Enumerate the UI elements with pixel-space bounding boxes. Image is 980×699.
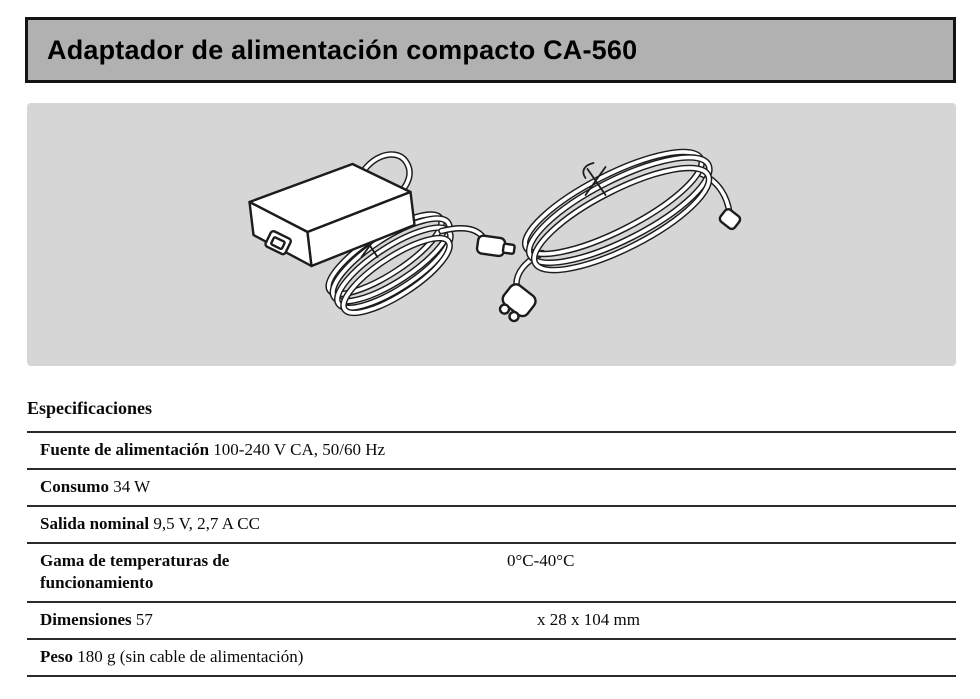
spec-value: 100-240 V CA, 50/60 Hz [213,440,386,459]
spec-label: Fuente de alimentación [40,440,210,459]
spec-label: Salida nominal [40,514,150,533]
power-adapter-drawing [27,103,956,366]
page-title-bar [25,17,956,83]
spec-value: 34 W [113,477,151,496]
spec-value-continued: x 28 x 104 mm [537,610,640,629]
spec-row-operating-temperature [27,544,956,603]
spec-text [40,476,956,498]
spec-text [40,609,956,631]
spec-text [40,513,956,535]
spec-row-weight [27,640,956,677]
spec-text [40,646,956,668]
spec-row-consumption [27,470,956,507]
power-cord [513,132,741,290]
specs-table [27,431,956,677]
spec-value: 9,5 V, 2,7 A CC [153,514,260,533]
dc-plug-icon [476,235,515,258]
spec-value: 0°C-40°C [507,551,575,570]
spec-row-rated-output [27,507,956,544]
spec-label-text: Gama de temperaturas de funcionamiento [40,551,230,592]
spec-label: Consumo [40,477,109,496]
adapter-body [250,164,415,266]
spec-value: 57 [135,610,153,629]
product-illustration-panel [27,103,956,366]
spec-label [40,550,275,594]
page-title: Adaptador de alimentación compacto CA-560 [47,34,638,65]
spec-label: Peso [40,647,74,666]
spec-value: 180 g (sin cable de alimentación) [77,647,304,666]
spec-text [40,439,956,461]
spec-label: Dimensiones [40,610,132,629]
spec-row-dimensions [27,603,956,640]
power-cord-connector-icon [495,282,539,326]
spec-row-power-supply [27,433,956,470]
specs-heading: Especificaciones [27,398,152,418]
